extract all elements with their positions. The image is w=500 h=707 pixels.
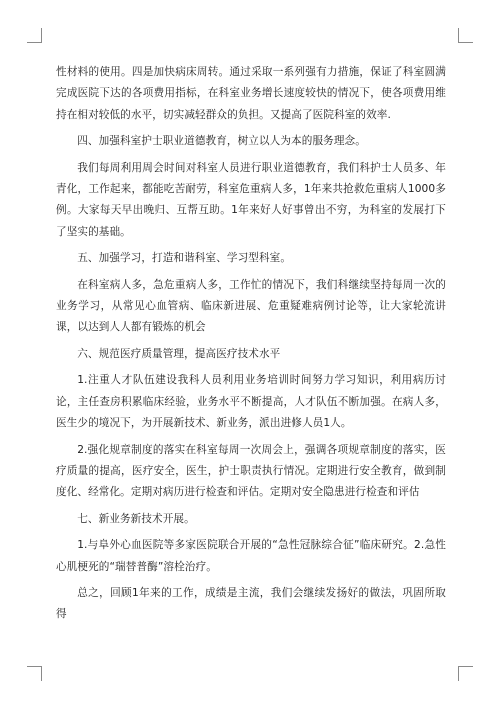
- paragraph-new-tech: 1.与阜外心血医院等多家医院联合开展的“急性冠脉综合征”临床研究。2.急性心肌梗死的“瑞替普酶”溶栓治疗。: [56, 539, 446, 573]
- paragraph-ethics: 我们每周利用周会时间对科室人员进行职业道德教育，我们科护士人员多、年青化，工作起来，都能吃苦耐劳，科室危重病人多，1年来共抢救危重病人1000多例。大家每天早出晚归、互帮互助。1年来好人好事曾出不穷，为科室的发展打下了坚实的基础。: [56, 161, 446, 238]
- paragraph-study: 在科室病人多，急危重病人多，工作忙的情况下，我们科继续坚持每周一次的业务学习，从常见心血管病、临床新进展、危重疑难病例讨论等，让大家轮流讲课，以达到人人都有锻炼的机会: [56, 278, 446, 334]
- section-heading-4: 四、加强科室护士职业道德教育，树立以人为本的服务理念。: [77, 135, 366, 148]
- paragraph-talent: 1.注重人才队伍建设我科人员利用业务培训时间努力学习知识，利用病历讨论，主任查房积累临床经验，业务水平不断提高，人才队伍不断加强。在病人多，医生少的境况下，为开展新技术、新业务，派出进修人员1人。: [56, 374, 446, 430]
- paragraph-continuation: 性材料的使用。四是加快病床周转。通过采取一系列强有力措施，保证了科室圆满完成医院下达的各项费用指标，在科室业务增长速度较快的情况下，使各项费用维持在相对较低的水平，切实减轻群众的负担。又提高了医院科室的效率.: [56, 66, 446, 121]
- crop-mark-top-left: [27, 28, 42, 43]
- section-heading-5: 五、加强学习，打造和谐科室、学习型科室。: [77, 252, 292, 265]
- section-heading-7: 七、新业务新技术开展。: [77, 512, 195, 525]
- paragraph-rules: 2.强化规章制度的落实在科室每周一次周会上，强调各项规章制度的落实，医疗质量的提高，医疗安全，医生，护士职责执行情况。定期进行安全教育，做到制度化、经常化。定期对病历进行检查和评估。定期对安全隐患进行检查和评估: [56, 443, 446, 499]
- paragraph-summary: 总之，回顾1年来的工作，成绩是主流，我们会继续发扬好的做法，巩固所取得: [56, 586, 446, 621]
- crop-mark-top-right: [458, 28, 473, 43]
- crop-mark-bottom-left: [27, 666, 42, 681]
- document-body: [56, 62, 446, 626]
- crop-mark-bottom-right: [458, 666, 473, 681]
- section-heading-6: 六、规范医疗质量管理，提高医疗技术水平: [77, 347, 281, 360]
